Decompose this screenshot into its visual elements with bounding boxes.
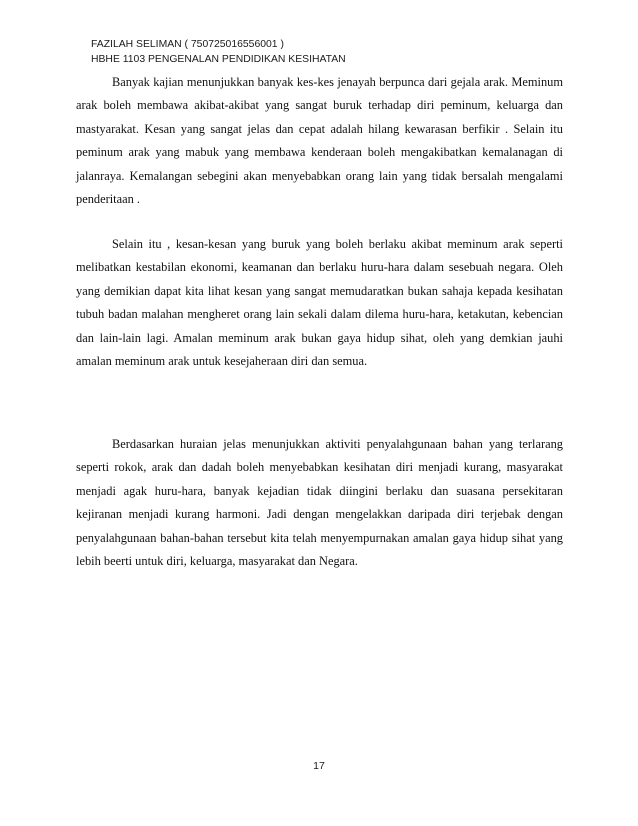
paragraph-1: [76, 71, 563, 211]
paragraph-3: [76, 433, 563, 573]
header-course-line: HBHE 1103 PENGENALAN PENDIDIKAN KESIHATAN: [91, 54, 346, 65]
paragraph-3-text: Berdasarkan huraian jelas menunjukkan aktiviti penyalahgunaan bahan yang terlarang seperti rokok, arak dan dadah boleh menyebabkan kesihatan diri menjadi kurang, masyarakat menjadi agak huru-hara, banyak kejadian tidak diingini berlaku dan suasana persekitaran kejiranan menjadi kurang harmoni. Jadi dengan mengelakkan daripada diri terjebak dengan penyalahgunaan bahan-bahan tersebut kita telah menyempurnakan amalan gaya hidup sihat yang lebih beerti untuk diri, keluarga, masyarakat dan Negara.: [76, 437, 563, 569]
page-number: 17: [313, 760, 325, 772]
page-header: [91, 37, 346, 67]
header-author-line: FAZILAH SELIMAN ( 750725016556001 ): [91, 39, 284, 50]
paragraph-1-text: Banyak kajian menunjukkan banyak kes-kes jenayah berpunca dari gejala arak. Meminum arak boleh membawa akibat-akibat yang sangat buruk terhadap diri peminum, keluarga dan mastyarakat. Kesan yang sangat jelas dan cepat adalah hilang kewarasan berfikir . Selain itu peminum arak yang mabuk yang membawa kenderaan boleh mengakibatkan kemalanagan di jalanraya. Kemalangan sebegini akan menyebabkan orang lain yang tidak bersalah mengalami penderitaan .: [76, 75, 563, 207]
paragraph-2-text: Selain itu , kesan-kesan yang buruk yang boleh berlaku akibat meminum arak seperti melibatkan kestabilan ekonomi, keamanan dan berlaku huru-hara dalam sesebuah negara. Oleh yang demikian dapat kita lihat kesan yang sangat memudaratkan bukan sahaja kepada kesihatan tubuh badan malahan mengheret orang lain sekali dalam dilema huru-hara, ketakutan, kebencian dan lain-lain lagi. Amalan meminum arak bukan gaya hidup sihat, oleh yang demkian jauhi amalan meminum arak untuk kesejaheraan diri dan semua.: [76, 237, 563, 369]
paragraph-2: [76, 233, 563, 373]
